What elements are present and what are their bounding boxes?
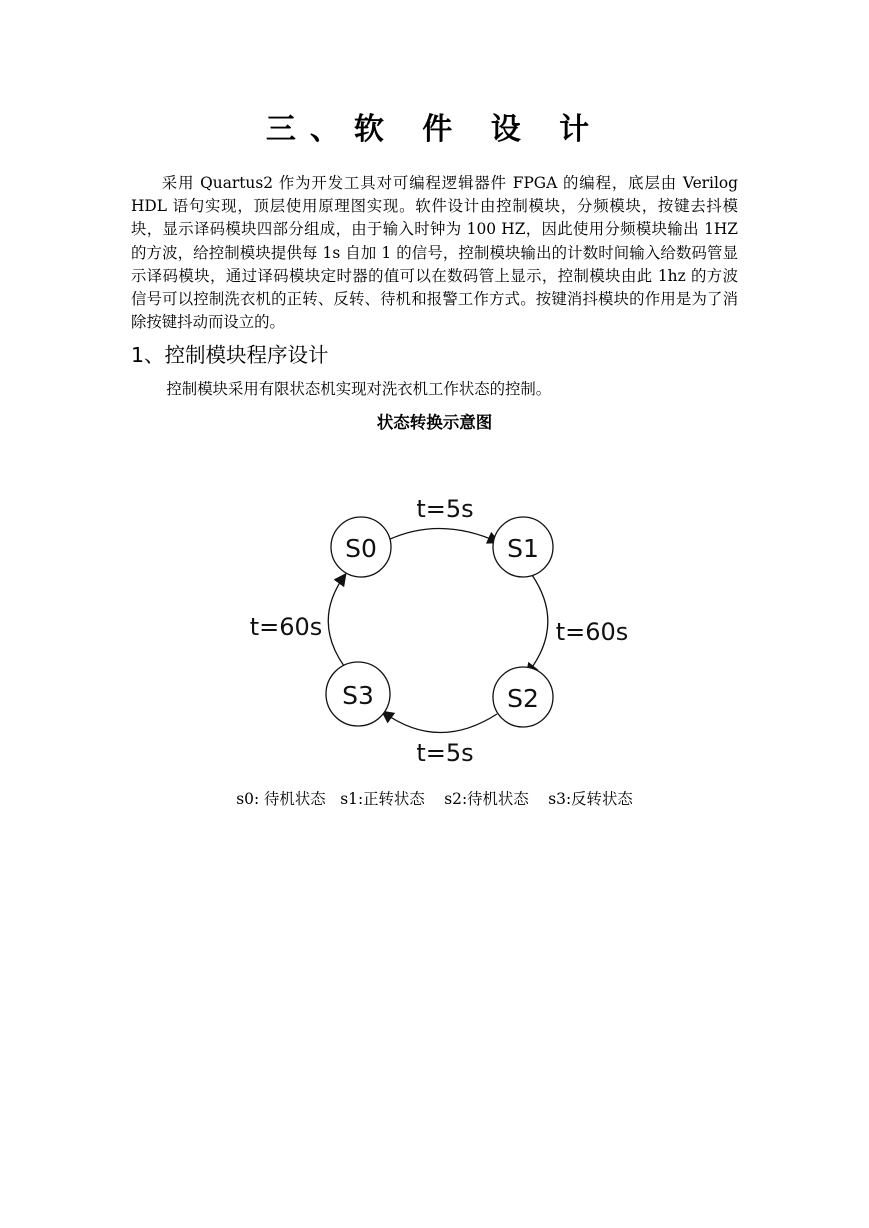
intro-paragraph: 采用 Quartus2 作为开发工具对可编程逻辑器件 FPGA 的编程，底层由 Verilog HDL 语句实现，顶层使用原理图实现。软件设计由控制模块，分频模块，按键去抖模块，显示译码模块四部分组成，由于输入时钟为 100 HZ，因此使用分频模块输出 1HZ 的方波，给控制模块提供每 1s 自加 1 的信号，控制模块输出的计数时间输入给数码管显示译码模块，通过译码模块定时器的值可以在数码管上显示，控制模块由此 1hz 的方波信号可以控制洗衣机的正转、反转、待机和报警工作方式。按键消抖模块的作用是为了消除按键抖动而设立的。	[131, 174, 738, 332]
state-transition-diagram	[230, 480, 650, 780]
transition-arc-s3-s0	[328, 575, 345, 666]
section-heading: 1、控制模块程序设计	[131, 343, 329, 367]
state-label-s1: S1	[507, 534, 539, 563]
state-label-s2: S2	[507, 684, 539, 713]
transition-arc-s1-s2	[527, 575, 548, 674]
state-label-s3: S3	[342, 681, 374, 710]
transition-arc-s2-s3	[383, 712, 497, 733]
transition-label-s0-s1: t=5s	[416, 495, 474, 523]
transition-arc-s0-s1	[388, 528, 498, 542]
state-label-s0: S0	[345, 534, 377, 563]
section-text: 控制模块采用有限状态机实现对洗衣机工作状态的控制。	[166, 380, 552, 398]
transition-label-s2-s3: t=5s	[416, 739, 474, 767]
state-node-s2	[493, 667, 553, 727]
state-legend: s0: 待机状态 s1:正转状态 s2:待机状态 s3:反转状态	[236, 790, 633, 808]
figure-caption: 状态转换示意图	[376, 413, 493, 432]
state-node-s1	[493, 517, 553, 577]
state-node-s3	[326, 662, 390, 726]
state-node-s0	[331, 517, 391, 577]
transition-label-s1-s2: t=60s	[555, 618, 629, 646]
page-title: 三、软 件 设 计	[265, 112, 604, 147]
transition-label-s3-s0: t=60s	[249, 613, 323, 641]
